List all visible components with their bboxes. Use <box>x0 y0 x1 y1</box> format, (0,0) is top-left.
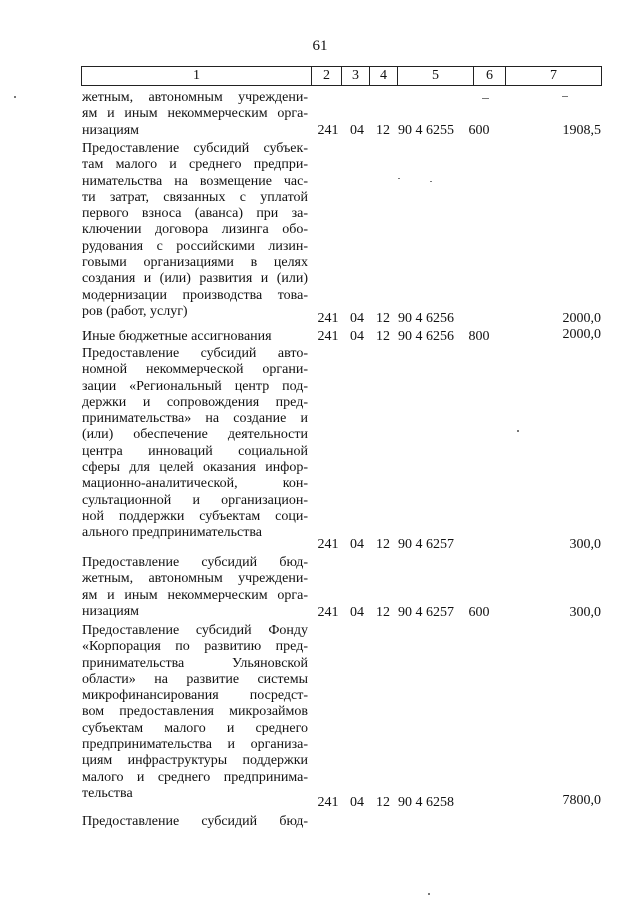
cell-col-4: 12 <box>376 329 390 344</box>
cell-col-6: 800 <box>468 329 490 344</box>
description-line: ключении договора лизинга обо- <box>82 222 308 238</box>
header-col-1: 1 <box>82 67 312 86</box>
cell-col-2: 241 <box>317 795 339 810</box>
row-description <box>82 346 308 542</box>
description-line: «Корпорация по развитию пред- <box>82 639 308 655</box>
cell-col-5: 90 4 6257 <box>398 537 454 552</box>
description-line: циям инфраструктуры поддержки <box>82 753 308 769</box>
description-line: микрофинансирования посредст- <box>82 688 308 704</box>
scan-speck <box>482 98 489 99</box>
cell-col-2: 241 <box>317 537 339 552</box>
header-col-6: 6 <box>474 67 506 86</box>
description-line: держки и сопровождения пред- <box>82 394 308 410</box>
row-description <box>82 623 308 802</box>
page-number: 61 <box>312 38 328 54</box>
scan-speck <box>14 96 16 98</box>
row-description <box>82 555 308 620</box>
scan-speck <box>428 893 430 895</box>
cell-col-3: 04 <box>350 311 364 326</box>
cell-col-5: 90 4 6257 <box>398 605 454 620</box>
description-line: низациям <box>82 603 140 619</box>
description-line: Предоставление субсидий бюд- <box>82 555 308 570</box>
description-line: ям и иным некоммерческим орга- <box>82 106 308 122</box>
description-line: жетным, автономным учреждени- <box>82 90 308 105</box>
description-line: принимательства Ульяновской <box>82 655 308 671</box>
description-line: сферы для целей оказания инфор- <box>82 460 308 476</box>
description-line: ной поддержки субъектам соци- <box>82 508 308 524</box>
header-col-5: 5 <box>398 67 474 86</box>
cell-col-3: 04 <box>350 123 364 138</box>
description-line: модернизации производства това- <box>82 287 308 303</box>
cell-col-3: 04 <box>350 795 364 810</box>
description-line: жетным, автономным учреждени- <box>82 571 308 587</box>
cell-col-4: 12 <box>376 795 390 810</box>
cell-col-4: 12 <box>376 123 390 138</box>
cell-col-2: 241 <box>317 123 339 138</box>
description-line: нимательства на возмещение час- <box>82 173 308 189</box>
description-line: номной некоммерческой органи- <box>82 362 308 378</box>
description-line: низациям <box>82 122 140 138</box>
description-line: центра инноваций социальной <box>82 443 308 459</box>
description-line: ального предпринимательства <box>82 525 262 541</box>
cell-col-5: 90 4 6256 <box>398 329 454 344</box>
cell-col-5: 90 4 6255 <box>398 123 454 138</box>
row-description <box>82 90 308 139</box>
cell-col-2: 241 <box>317 605 339 620</box>
row-description <box>82 329 308 345</box>
scan-speck <box>562 96 568 97</box>
description-line: Предоставление субсидий субъек- <box>82 141 308 156</box>
description-line: рудования с российскими лизин- <box>82 238 308 254</box>
cell-col-2: 241 <box>317 329 339 344</box>
description-line: вом предоставления микрозаймов <box>82 704 308 720</box>
description-line: мационно-аналитической, кон- <box>82 476 308 492</box>
cell-col-7: 300,0 <box>569 537 601 552</box>
description-line: Предоставление субсидий бюд- <box>82 814 308 829</box>
cell-col-7: 300,0 <box>569 605 601 620</box>
cell-col-3: 04 <box>350 537 364 552</box>
header-col-7: 7 <box>506 67 602 86</box>
cell-col-5: 90 4 6256 <box>398 311 454 326</box>
header-col-3: 3 <box>342 67 370 86</box>
description-line: принимательства» на создание и <box>82 411 308 427</box>
description-line: ям и иным некоммерческим орга- <box>82 587 308 603</box>
cell-col-4: 12 <box>376 605 390 620</box>
description-line: там малого и среднего предпри- <box>82 157 308 173</box>
scan-speck <box>517 430 519 432</box>
description-line: Предоставление субсидий Фонду <box>82 623 308 638</box>
cell-col-4: 12 <box>376 537 390 552</box>
cell-col-7: 7800,0 <box>562 793 601 808</box>
header-col-2: 2 <box>312 67 342 86</box>
cell-col-6: 600 <box>468 605 490 620</box>
cell-col-7: 1908,5 <box>562 123 601 138</box>
cell-col-3: 04 <box>350 605 364 620</box>
description-line: (или) обеспечение деятельности <box>82 427 308 443</box>
cell-col-4: 12 <box>376 311 390 326</box>
description-line: сультационной и организацион- <box>82 492 308 508</box>
description-line: субъектам малого и среднего <box>82 720 308 736</box>
description-line: зации «Региональный центр под- <box>82 378 308 394</box>
description-line: тельства <box>82 785 133 801</box>
row-description <box>82 814 308 830</box>
description-line: Предоставление субсидий авто- <box>82 346 308 361</box>
cell-col-6: 600 <box>468 123 490 138</box>
table-header <box>81 66 602 86</box>
description-line: предпринимательства и организа- <box>82 737 308 753</box>
row-description <box>82 141 308 320</box>
description-line: области» на развитие системы <box>82 671 308 687</box>
description-line: ров (работ, услуг) <box>82 303 188 319</box>
scan-speck <box>398 178 400 179</box>
scan-speck <box>430 181 432 182</box>
description-line: говыми организациями в целях <box>82 255 308 271</box>
cell-col-7: 2000,0 <box>562 311 601 326</box>
cell-col-7: 2000,0 <box>562 327 601 342</box>
description-line: малого и среднего предпринима- <box>82 769 308 785</box>
description-line: ти затрат, связанных с уплатой <box>82 189 308 205</box>
cell-col-5: 90 4 6258 <box>398 795 454 810</box>
header-col-4: 4 <box>370 67 398 86</box>
description-line: первого взноса (аванса) при за- <box>82 206 308 222</box>
description-line: создания и (или) развития и (или) <box>82 271 308 287</box>
description-line: Иные бюджетные ассигнования <box>82 329 272 344</box>
cell-col-2: 241 <box>317 311 339 326</box>
cell-col-3: 04 <box>350 329 364 344</box>
